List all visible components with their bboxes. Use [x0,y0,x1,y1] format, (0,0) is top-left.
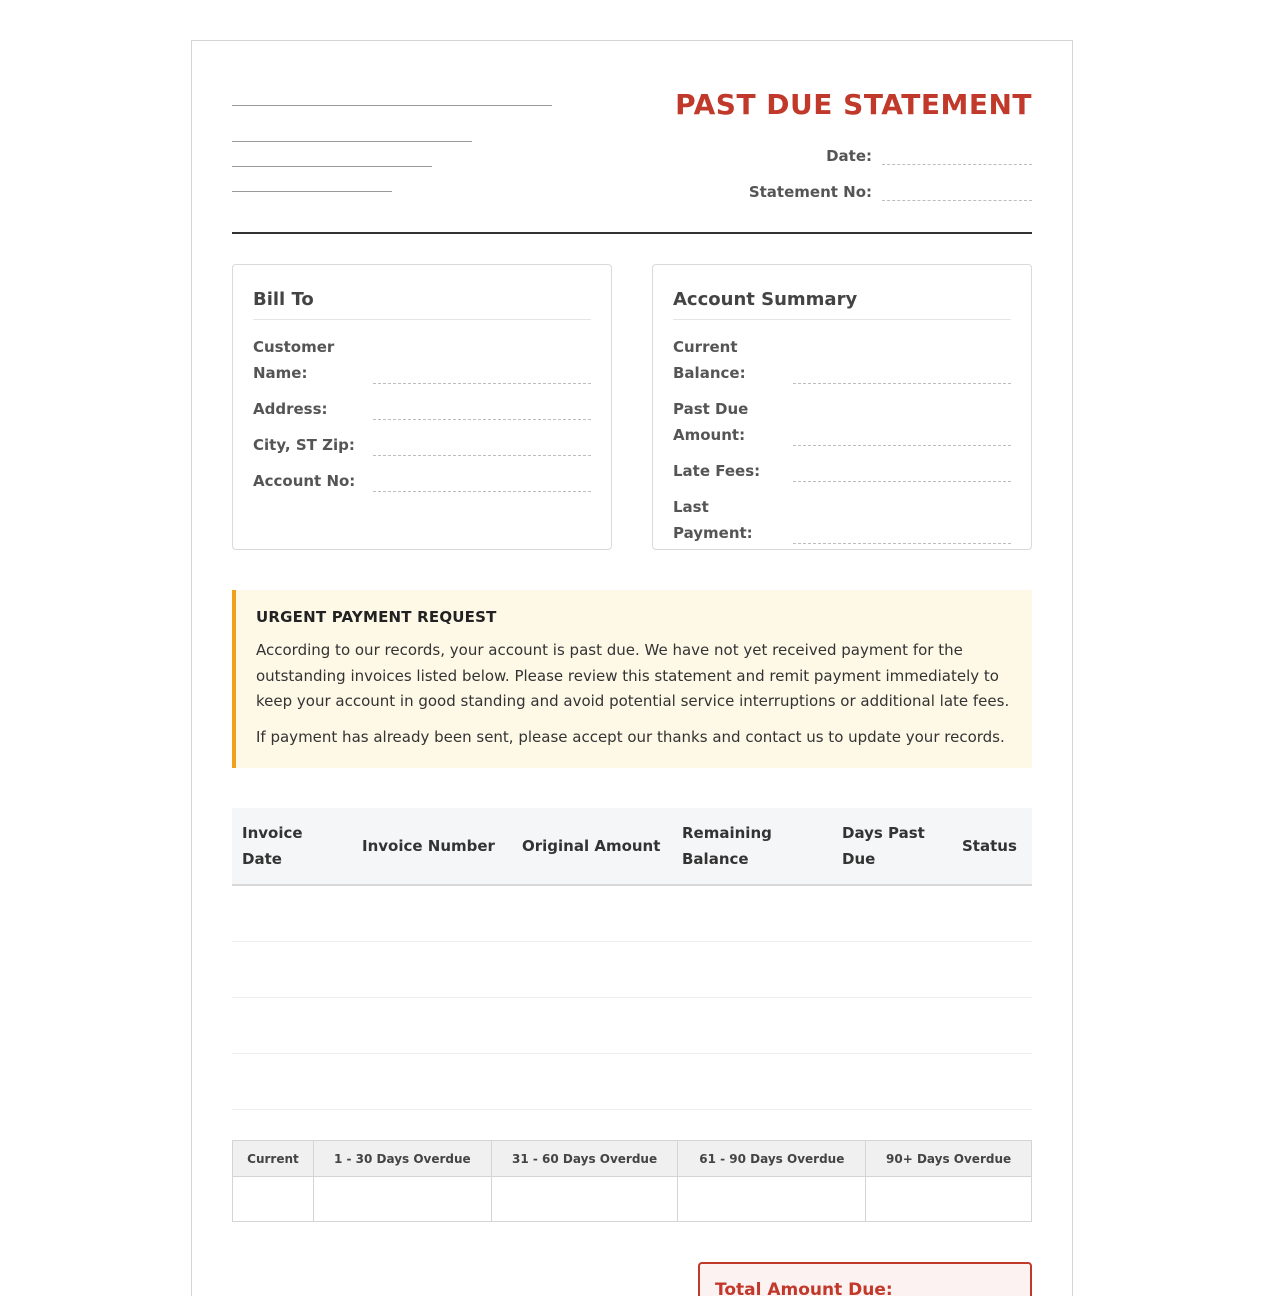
company-address-line [232,141,472,142]
date-field[interactable] [882,143,1032,165]
company-phone-line [232,191,392,192]
account-no-label: Account No: [253,472,356,490]
aging-col-current: Current [233,1141,314,1177]
past-due-field[interactable] [793,424,1011,446]
urgent-notice [232,590,1032,768]
statement-no-label: Statement No: [748,183,872,201]
notice-title: URGENT PAYMENT REQUEST [256,608,497,626]
late-fees-label: Late Fees: [673,462,761,480]
company-city-line [232,166,432,167]
city-row [253,432,591,458]
address-field[interactable] [373,398,591,420]
last-payment-label: Last Payment: [673,498,753,542]
account-summary-box [652,264,1032,550]
statement-no-field[interactable] [882,179,1032,201]
aging-table [232,1140,1032,1222]
account-no-field[interactable] [373,470,591,492]
customer-name-row [253,334,591,386]
col-days-past-due: Days Past Due [832,808,952,885]
aging-current-cell[interactable] [233,1177,314,1222]
aging-col-61-90: 61 - 90 Days Overdue [678,1141,866,1177]
aging-31-60-cell[interactable] [491,1177,678,1222]
invoice-header-row [232,808,1032,885]
bill-to-box [232,264,612,550]
date-label: Date: [826,147,872,165]
table-row[interactable] [232,997,1032,1053]
aging-1-30-cell[interactable] [313,1177,491,1222]
notice-paragraph-1: According to our records, your account is past due. We have not yet received payment for the outstanding invoices listed below. Please review this statement and remit payment immediately to keep your account in good standing and avoid potential service interruptions or additional late fees. [256,641,1010,710]
city-field[interactable] [373,434,591,456]
current-balance-label: Current Balance: [673,338,746,382]
table-row[interactable] [232,1053,1032,1109]
last-payment-field[interactable] [793,522,1011,544]
col-invoice-date: Invoice Date [232,808,352,885]
bill-to-title: Bill To [253,265,591,320]
city-label: City, ST Zip: [253,436,355,454]
table-row[interactable] [232,941,1032,997]
address-row [253,396,591,422]
table-row[interactable] [232,885,1032,941]
company-name-line [232,105,552,106]
notice-paragraph-2: If payment has already been sent, please accept our thanks and contact us to update your records. [256,727,1005,746]
header-divider [232,232,1032,234]
aging-90-plus-cell[interactable] [866,1177,1032,1222]
col-invoice-number: Invoice Number [352,808,512,885]
col-original-amount: Original Amount [512,808,672,885]
aging-header-row [233,1141,1032,1177]
aging-61-90-cell[interactable] [678,1177,866,1222]
statement-no-row [749,179,1032,201]
col-remaining-balance: Remaining Balance [672,808,832,885]
current-balance-field[interactable] [793,362,1011,384]
total-amount-label: Total Amount Due: [715,1280,893,1296]
past-due-row [673,396,1011,448]
total-amount-box [698,1262,1032,1296]
date-row [826,143,1032,165]
account-no-row [253,468,591,494]
address-label: Address: [253,400,328,418]
customer-name-field[interactable] [373,362,591,384]
aging-col-31-60: 31 - 60 Days Overdue [491,1141,678,1177]
late-fees-row [673,458,1011,484]
current-balance-row [673,334,1011,386]
account-summary-title: Account Summary [673,265,1011,320]
customer-name-label: Customer Name: [253,338,335,382]
document-title: PAST DUE STATEMENT [675,88,1032,121]
aging-col-90-plus: 90+ Days Overdue [866,1141,1032,1177]
last-payment-row [673,494,1011,546]
invoice-table [232,808,1032,1110]
col-status: Status [952,808,1032,885]
past-due-label: Past Due Amount: [673,400,749,444]
statement-sheet [191,40,1073,1296]
aging-value-row[interactable] [233,1177,1032,1222]
aging-col-1-30: 1 - 30 Days Overdue [313,1141,491,1177]
late-fees-field[interactable] [793,460,1011,482]
